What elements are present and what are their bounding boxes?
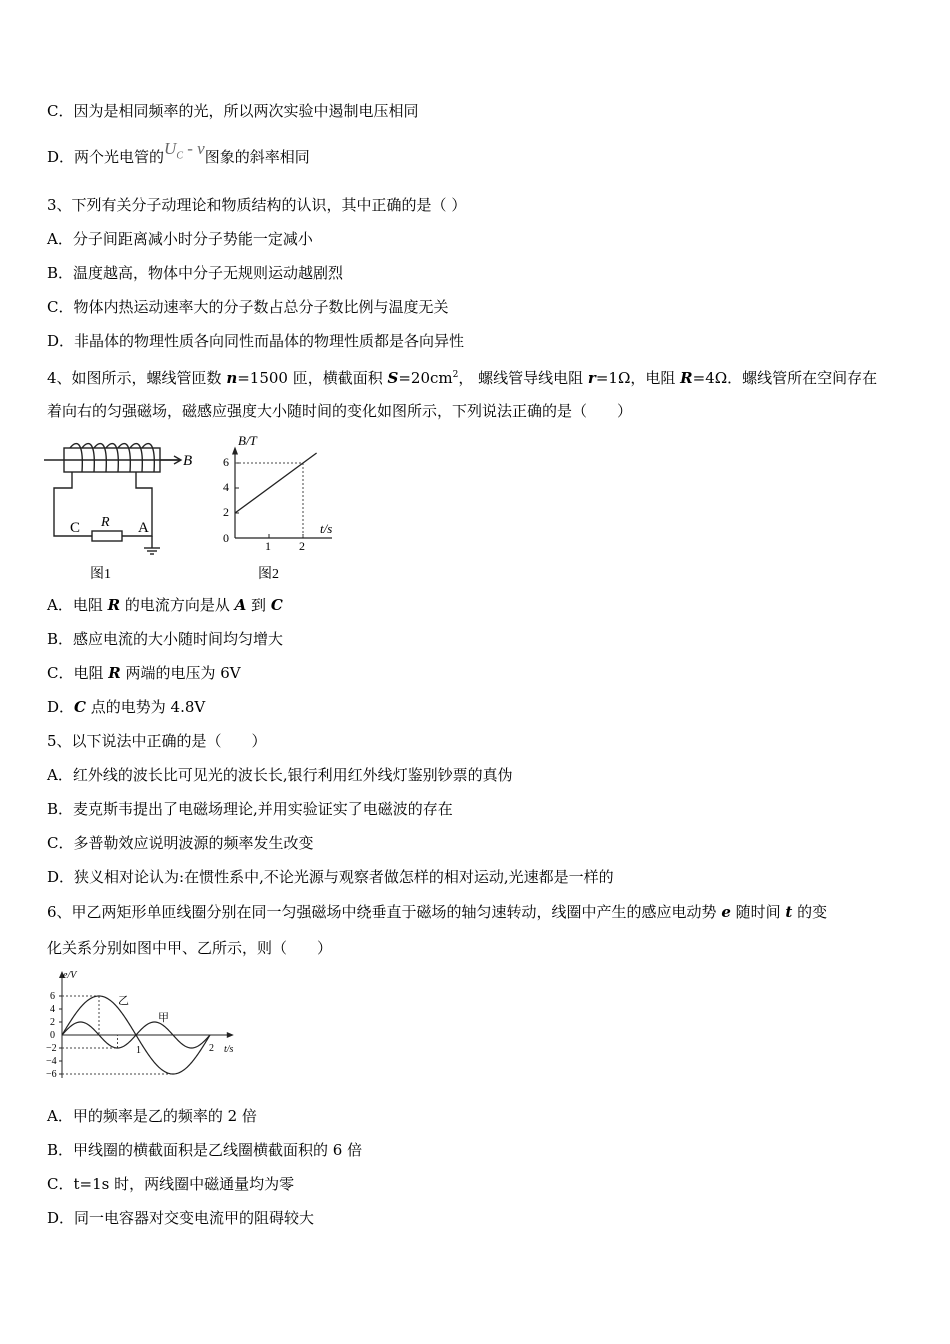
fig1-caption: 图1 (90, 567, 111, 582)
q6-ytick-m4: −4 (46, 1056, 57, 1067)
q2-option-d (47, 139, 310, 175)
fig2-x-axis-label: t/s (320, 521, 333, 536)
q4-stem-line1: 4、如图所示，螺线管匝数 n=1500 匝，横截面积 $S=20cm^2$， 螺线管导线电阻 r=1Ω，电阻 R=4Ω．螺线管所在空间存在 (47, 369, 878, 387)
q6-option-b: B．甲线圈的横截面积是乙线圈横截面积的 6 倍 (47, 1141, 363, 1159)
q6-y-axis-label: e/V (63, 970, 77, 981)
q6-ytick-4: 4 (50, 1004, 55, 1015)
q5-option-b: B．麦克斯韦提出了电磁场理论,并用实验证实了电磁波的存在 (47, 800, 453, 818)
fig2-data-line (235, 453, 317, 513)
q6-stem-line1: 6、甲乙两矩形单匝线圈分别在同一匀强磁场中绕垂直于磁场的轴匀速转动，线圈中产生的感应电动势 e 随时间 t 的变 (47, 903, 828, 921)
q6-x-axis-label: t/s (224, 1044, 234, 1055)
fig2-ytick-6: 6 (223, 455, 229, 469)
q6-graph (40, 964, 255, 1086)
q6-option-d: D．同一电容器对交变电流甲的阻碍较大 (47, 1209, 315, 1227)
fig2-ytick-0: 0 (223, 531, 229, 545)
fig2-xtick-1: 1 (265, 539, 271, 553)
fig1-label-b: B (183, 453, 193, 469)
fig1-label-a: A (138, 520, 149, 536)
q6-option-a: A．甲的频率是乙的频率的 2 倍 (47, 1107, 257, 1125)
q5-option-c: C．多普勒效应说明波源的频率发生改变 (47, 834, 314, 852)
q6-ytick-m2: −2 (46, 1043, 57, 1054)
q4-option-c: C．电阻 R 两端的电压为 6V (47, 664, 241, 682)
q5-option-a: A．红外线的波长比可见光的波长长,银行利用红外线灯鉴别钞票的真伪 (47, 766, 513, 784)
q2-option-d-pre: D．两个光电管的 (47, 148, 165, 166)
q6-label-jia: 甲 (158, 1012, 169, 1024)
q3-option-b: B．温度越高，物体中分子无规则运动越剧烈 (47, 264, 344, 282)
q2-option-c: C．因为是相同频率的光，所以两次实验中遏制电压相同 (47, 102, 419, 120)
q3-option-c: C．物体内热运动速率大的分子数占总分子数比例与温度无关 (47, 298, 449, 316)
q5-stem: 5、以下说法中正确的是（ ） (47, 732, 267, 750)
q4-figure-2 (215, 432, 350, 588)
q3-stem: 3、下列有关分子动理论和物质结构的认识，其中正确的是（ ） (47, 196, 467, 214)
q6-ytick-0: 0 (50, 1030, 55, 1041)
fig2-xtick-2: 2 (299, 539, 305, 553)
fig2-y-axis-label: B/T (238, 433, 257, 448)
q6-stem-line2: 化关系分别如图中甲、乙所示，则（ ） (47, 939, 333, 957)
q4-option-b: B．感应电流的大小随时间均匀增大 (47, 630, 284, 648)
q4-option-d: D．C 点的电势为 4.8V (47, 698, 206, 716)
fig1-label-r: R (101, 515, 110, 530)
q2-option-d-post: 图象的斜率相同 (204, 148, 310, 166)
q6-ytick-m6: −6 (46, 1069, 57, 1080)
fig2-ytick-4: 4 (223, 480, 229, 494)
q4-stem-line2: 着向右的匀强磁场，磁感应强度大小随时间的变化如图所示，下列说法正确的是（ ） (47, 402, 633, 420)
q6-xtick-2: 2 (209, 1043, 214, 1054)
q6-xtick-1: 1 (136, 1045, 141, 1056)
fig2-ytick-2: 2 (223, 505, 229, 519)
q6-ytick-6: 6 (50, 991, 55, 1002)
q4-figure-1 (40, 438, 210, 588)
q6-label-yi: 乙 (118, 995, 129, 1007)
fig1-label-c: C (70, 520, 81, 536)
q5-option-d: D．狭义相对论认为:在惯性系中,不论光源与观察者做怎样的相对运动,光速都是一样的 (47, 868, 614, 886)
q6-x-arrow (227, 1032, 234, 1038)
q4-option-a: A．电阻 R 的电流方向是从 A 到 C (47, 596, 283, 614)
q3-option-a: A．分子间距离减小时分子势能一定减小 (47, 230, 313, 248)
q3-option-d: D．非晶体的物理性质各向同性而晶体的物理性质都是各向异性 (47, 332, 465, 350)
fig2-caption: 图2 (258, 567, 279, 582)
resistor (92, 531, 122, 541)
q6-option-c: C．t=1s 时，两线圈中磁通量均为零 (47, 1175, 295, 1193)
q2-formula-u: $U_C$ - ν (164, 139, 205, 162)
q6-ytick-2: 2 (50, 1017, 55, 1028)
